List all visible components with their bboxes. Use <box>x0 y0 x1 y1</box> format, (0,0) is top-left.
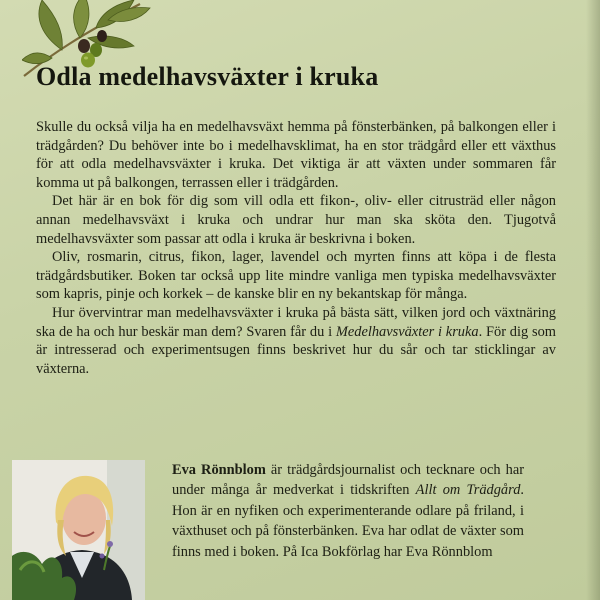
description-paragraph-3: Oliv, rosmarin, citrus, fikon, lager, lavendel och myrten finns att köpa i de flesta trädgårdsbutiker. Boken tar också upp lite mindre vanliga men typiska medelhavsväxter som kapris, pinje och korkek – de kanske blir en ny bekantskap för många. <box>36 249 556 303</box>
page-edge-shadow <box>586 0 600 600</box>
author-photo <box>12 460 145 600</box>
description-paragraph-2: Det här är en bok för dig som vill odla ett fikon-, oliv- eller citrusträd eller någon annan medelhavsväxt i kruka och undrar hur man ska sköta den. Tjugotvå medelhavsväxter som passar att odla i kruka är beskrivna i boken. <box>36 193 556 247</box>
author-text-b: . Hon är en nyfiken och experimenterande odlare på friland, i växthuset och på fönsterbänken. Eva har odlat de växter som finns med i boken. På Ica Bokförlag har Eva Rönnblom <box>172 482 524 560</box>
author-paragraph <box>172 460 524 562</box>
author-bio <box>172 460 524 562</box>
author-name: Eva Rönnblom <box>172 462 266 478</box>
book-title-italic: Medelhavsväxter i kruka <box>335 323 479 340</box>
paragraph-4-text-b: . För dig som är intresserad och experimentsugen finns beskrivet hur du sår och tar sticklingar av växterna. <box>36 323 556 377</box>
page-title: Odla medelhavsväxter i kruka <box>36 62 379 91</box>
author-text-a: är trädgårdsjournalist och tecknare och har under många år medverkat i tidskriften <box>172 462 524 499</box>
magazine-title: Allt om Trädgård <box>415 482 521 499</box>
book-description <box>36 118 556 378</box>
description-paragraph-1: Skulle du också vilja ha en medelhavsväxt hemma på fönsterbänken, på balkongen eller i trädgården? Du behöver inte bo i medelhavsklimat, ha en stor trädgård eller ett växthus för att odla medelhavsväxter i kruka. Det viktiga är att växten under sommaren får komma ut på balkongen, terrassen eller i trädgården. <box>36 119 556 191</box>
author-photo-icon <box>12 460 145 600</box>
paragraph-4-text-a: Hur övervintrar man medelhavsväxter i kruka på bästa sätt, vilken jord och växtnäring ska de ha och hur beskär man dem? Svaren får du i <box>36 304 556 340</box>
description-paragraph-4 <box>36 304 556 378</box>
